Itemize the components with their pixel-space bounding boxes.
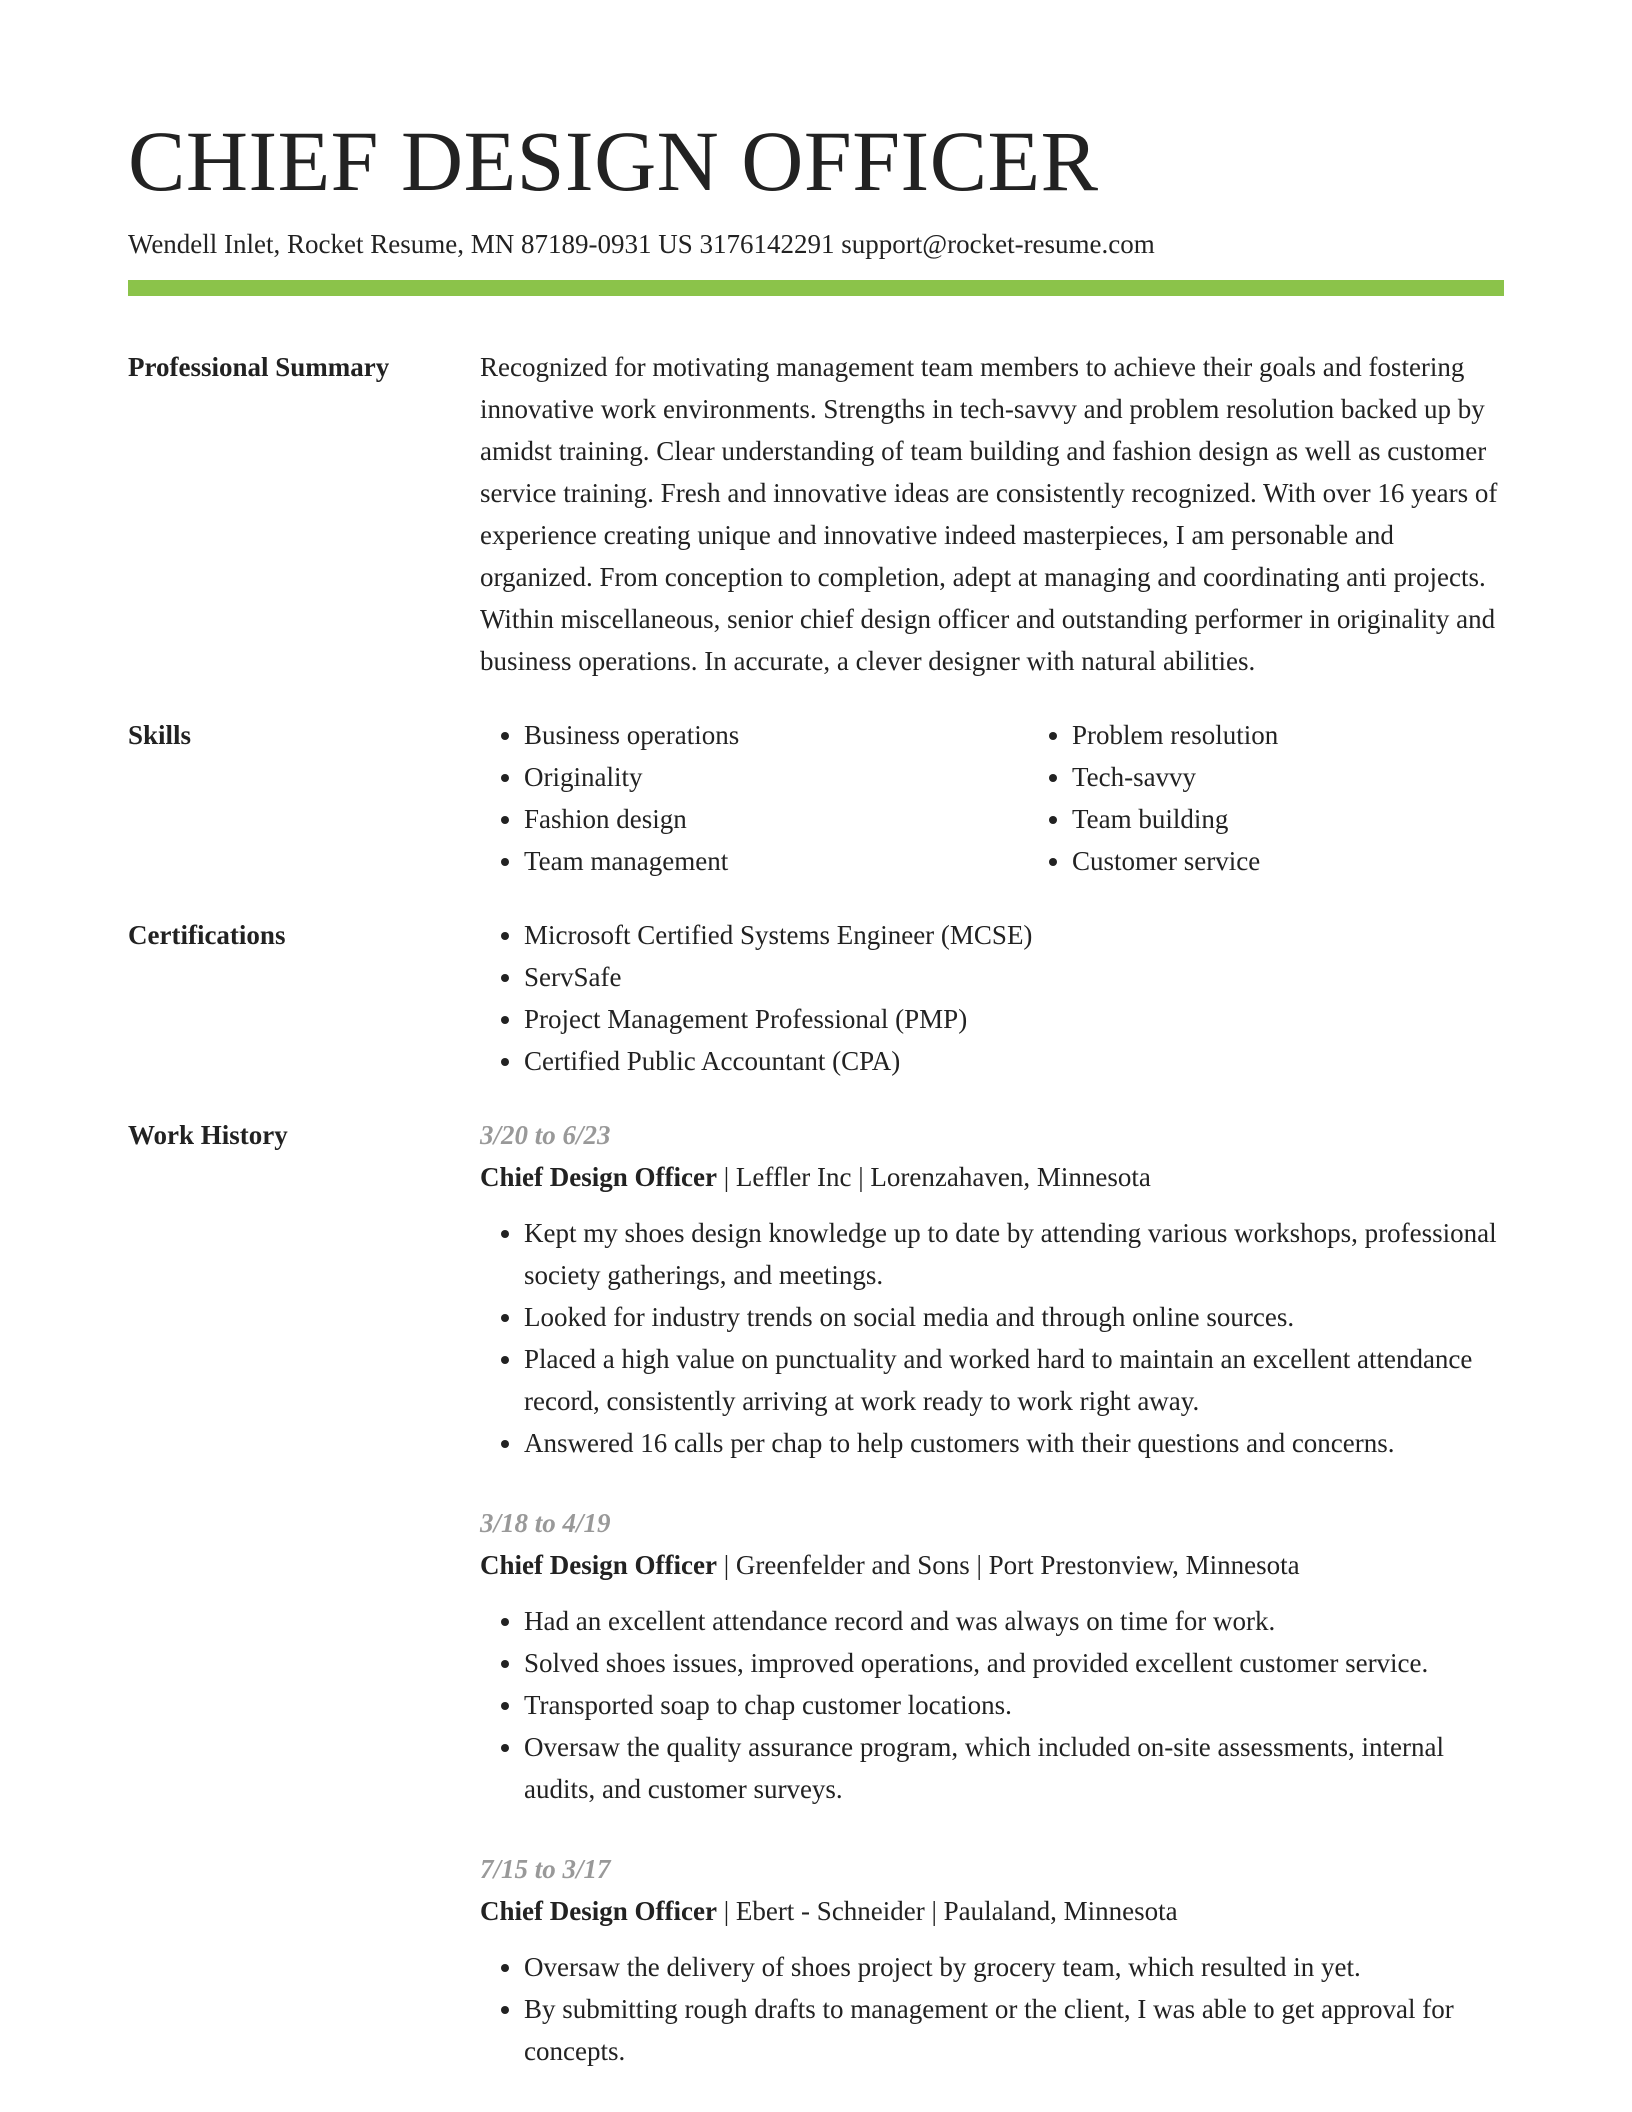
section-label-summary: Professional Summary	[128, 352, 390, 383]
certifications-list	[480, 914, 1504, 1082]
job-dates: 7/15 to 3/17	[480, 1854, 611, 1885]
section-label-work-history: Work History	[128, 1120, 288, 1151]
skills-column-left	[480, 714, 1028, 882]
job-bullets	[480, 1212, 1504, 1464]
job-entry	[480, 1502, 1504, 1810]
skill-item: • Problem resolution	[1072, 714, 1576, 756]
skill-item: • Team management	[524, 840, 1028, 882]
job-company-location: | Leffler Inc | Lorenzahaven, Minnesota	[716, 1162, 1151, 1193]
job-bullet: • By submitting rough drafts to management or the client, I was able to get approval for concepts.	[524, 1988, 1504, 2072]
job-heading	[480, 1890, 1504, 1932]
job-bullets	[480, 1946, 1504, 2072]
skills-grid	[480, 714, 1576, 882]
job-bullet: • Answered 16 calls per chap to help customers with their questions and concerns.	[524, 1422, 1504, 1464]
job-bullets	[480, 1600, 1504, 1810]
skill-item: • Customer service	[1072, 840, 1576, 882]
certification-item: • ServSafe	[524, 956, 1504, 998]
job-bullet: • Oversaw the delivery of shoes project by grocery team, which resulted in yet.	[524, 1946, 1504, 1988]
job-bullet: • Had an excellent attendance record and was always on time for work.	[524, 1600, 1504, 1642]
skills-column-right	[1028, 714, 1576, 882]
accent-divider	[128, 280, 1504, 296]
job-bullet: • Looked for industry trends on social media and through online sources.	[524, 1296, 1504, 1338]
skill-item: • Tech-savvy	[1072, 756, 1576, 798]
job-bullet: • Placed a high value on punctuality and worked hard to maintain an excellent attendance record, consistently arriving at work ready to work right away.	[524, 1338, 1504, 1422]
job-title: Chief Design Officer	[480, 1896, 717, 1927]
job-bullet: • Kept my shoes design knowledge up to date by attending various workshops, professional society gatherings, and meetings.	[524, 1212, 1504, 1296]
certification-item: • Project Management Professional (PMP)	[524, 998, 1504, 1040]
work-history-section	[128, 1114, 1504, 2110]
summary-text: Recognized for motivating management team members to achieve their goals and fostering innovative work environments. Strengths in tech-savvy and problem resolution backed up by amidst training. Clear understanding of team building and fashion design as well as customer service training. Fresh and innovative ideas are consistently recognized. With over 16 years of experience creating unique and innovative indeed masterpieces, I am personable and organized. From conception to completion, adept at managing and coordinating anti projects. Within miscellaneous, senior chief design officer and outstanding performer in originality and business operations. In accurate, a clever designer with natural abilities.	[480, 352, 1498, 677]
skill-item: • Team building	[1072, 798, 1576, 840]
skill-item: • Business operations	[524, 714, 1028, 756]
job-dates: 3/18 to 4/19	[480, 1508, 611, 1539]
skill-item: • Fashion design	[524, 798, 1028, 840]
certification-item: • Microsoft Certified Systems Engineer (MCSE)	[524, 914, 1504, 956]
job-bullet: • Transported soap to chap customer locations.	[524, 1684, 1504, 1726]
skills-section	[128, 714, 1504, 882]
job-entry	[480, 1114, 1504, 1464]
skill-item: • Originality	[524, 756, 1028, 798]
certification-item: • Certified Public Accountant (CPA)	[524, 1040, 1504, 1082]
job-heading	[480, 1156, 1504, 1198]
job-bullet: • Solved shoes issues, improved operations, and provided excellent customer service.	[524, 1642, 1504, 1684]
job-dates: 3/20 to 6/23	[480, 1120, 611, 1151]
job-title: Chief Design Officer	[480, 1162, 717, 1193]
resume-title: CHIEF DESIGN OFFICER	[128, 113, 1099, 209]
section-label-certifications: Certifications	[128, 920, 286, 951]
certifications-section	[128, 914, 1504, 1082]
job-entry	[480, 1848, 1504, 2072]
job-title: Chief Design Officer	[480, 1550, 717, 1581]
job-heading	[480, 1544, 1504, 1586]
job-company-location: | Ebert - Schneider | Paulaland, Minnesota	[716, 1896, 1178, 1927]
contact-line: Wendell Inlet, Rocket Resume, MN 87189-0931 US 3176142291 support@rocket-resume.com	[128, 229, 1155, 259]
summary-section	[128, 346, 1504, 682]
job-bullet: • Oversaw the quality assurance program, which included on-site assessments, internal audits, and customer surveys.	[524, 1726, 1504, 1810]
job-company-location: | Greenfelder and Sons | Port Prestonview, Minnesota	[716, 1550, 1300, 1581]
section-label-skills: Skills	[128, 720, 192, 751]
